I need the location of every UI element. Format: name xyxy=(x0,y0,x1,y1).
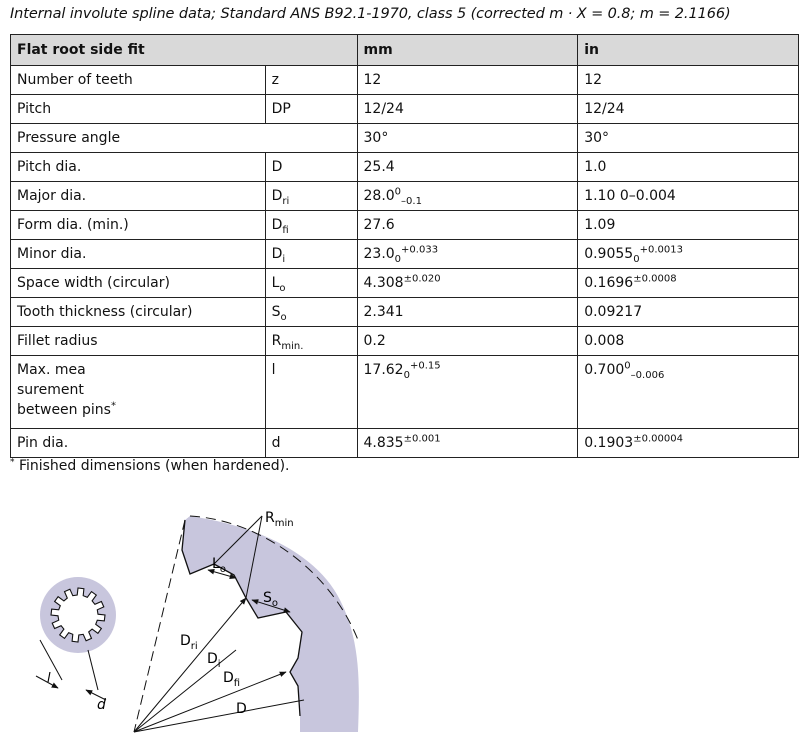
radial-dim-di xyxy=(134,650,236,732)
row-symbol: l xyxy=(265,356,357,429)
row-in-value: 30° xyxy=(578,124,799,153)
row-symbol: D xyxy=(265,153,357,182)
row-label: Major dia. xyxy=(11,182,266,211)
row-in-value: $0.700^0_{-0.006}$ xyxy=(578,356,799,429)
header-mm: mm xyxy=(357,35,578,66)
row-in-value: 12/24 xyxy=(578,95,799,124)
row-label: Pressure angle xyxy=(11,124,358,153)
table-row xyxy=(11,269,799,298)
header-in: in xyxy=(578,35,799,66)
row-mm-value: 27.6 xyxy=(357,211,578,240)
extension-line xyxy=(88,650,98,690)
row-in-value: 0.008 xyxy=(578,327,799,356)
row-mm-value: 12/24 xyxy=(357,95,578,124)
row-label: Pitch dia. xyxy=(11,153,266,182)
lo-label: $L_o$ xyxy=(212,556,226,575)
row-label: Pitch xyxy=(11,95,266,124)
row-mm-value: $23.0_0^{+0.033}$ xyxy=(357,240,578,269)
table-row xyxy=(11,153,799,182)
row-symbol: d xyxy=(265,429,357,458)
pin-dia-label: d xyxy=(97,697,106,713)
row-mm-value: 2.341 xyxy=(357,298,578,327)
table-row xyxy=(11,124,799,153)
rmin-label: $R_{min}$ xyxy=(265,510,294,529)
row-mm-value: 0.2 xyxy=(357,327,578,356)
row-symbol: $S_o$ xyxy=(265,298,357,327)
row-in-value: 1.10 0–0.004 xyxy=(578,182,799,211)
pin-span-label: l xyxy=(47,671,51,686)
row-label: Max. mea surement between pins* xyxy=(11,356,266,429)
dfi-label: $D_{fi}$ xyxy=(223,670,241,689)
table-row xyxy=(11,298,799,327)
table-caption: Internal involute spline data; Standard ANS B92.1-1970, class 5 (corrected m · X = 0.8; m = 2.1166) xyxy=(10,6,731,22)
spline-detail-view xyxy=(134,510,359,732)
table-row xyxy=(11,66,799,95)
row-symbol: $L_o$ xyxy=(265,269,357,298)
table-row xyxy=(11,211,799,240)
row-symbol: DP xyxy=(265,95,357,124)
pitch-dia-label: D xyxy=(236,701,247,717)
row-in-value: 12 xyxy=(578,66,799,95)
radial-dim-dri xyxy=(134,598,246,732)
row-in-value: $0.1903^{\pm 0.00004}$ xyxy=(578,429,799,458)
table-header-row xyxy=(11,35,799,66)
radial-dim-d xyxy=(134,700,304,732)
row-mm-value: $4.308^{\pm 0.020}$ xyxy=(357,269,578,298)
row-symbol: z xyxy=(265,66,357,95)
row-in-value: 0.09217 xyxy=(578,298,799,327)
table-row xyxy=(11,182,799,211)
row-symbol: $R_{min.}$ xyxy=(265,327,357,356)
footnote: * Finished dimensions (when hardened). xyxy=(10,457,290,474)
row-mm-value: $17.62_0^{+0.15}$ xyxy=(357,356,578,429)
row-mm-value: 12 xyxy=(357,66,578,95)
so-label: $S_o$ xyxy=(263,590,279,609)
row-label: Form dia. (min.) xyxy=(11,211,266,240)
di-label: $D_i$ xyxy=(207,651,221,670)
spline-data-table xyxy=(10,34,799,458)
row-mm-value: 25.4 xyxy=(357,153,578,182)
table-row xyxy=(11,429,799,458)
table-row xyxy=(11,240,799,269)
table-row xyxy=(11,327,799,356)
row-symbol: $D_{ri}$ xyxy=(265,182,357,211)
row-mm-value: $4.835^{\pm 0.001}$ xyxy=(357,429,578,458)
spline-diagram xyxy=(0,480,809,740)
row-mm-value: 30° xyxy=(357,124,578,153)
table-row xyxy=(11,95,799,124)
radial-dim-dfi xyxy=(134,672,286,732)
row-label: Tooth thickness (circular) xyxy=(11,298,266,327)
row-mm-value: $28.0^0_{-0.1}$ xyxy=(357,182,578,211)
row-label: Space width (circular) xyxy=(11,269,266,298)
dri-label: $D_{ri}$ xyxy=(180,633,198,652)
header-label: Flat root side fit xyxy=(11,35,358,66)
spline-overview-icon xyxy=(36,577,116,713)
row-in-value: 1.0 xyxy=(578,153,799,182)
row-in-value: 1.09 xyxy=(578,211,799,240)
table-row xyxy=(11,356,799,429)
row-label: Number of teeth xyxy=(11,66,266,95)
row-label: Fillet radius xyxy=(11,327,266,356)
sector-edge-line xyxy=(134,520,185,732)
row-label: Minor dia. xyxy=(11,240,266,269)
row-in-value: $0.9055_0^{+0.0013}$ xyxy=(578,240,799,269)
row-symbol: $D_i$ xyxy=(265,240,357,269)
sector-body xyxy=(182,516,359,732)
row-symbol: $D_{fi}$ xyxy=(265,211,357,240)
row-label: Pin dia. xyxy=(11,429,266,458)
row-in-value: $0.1696^{\pm 0.0008}$ xyxy=(578,269,799,298)
